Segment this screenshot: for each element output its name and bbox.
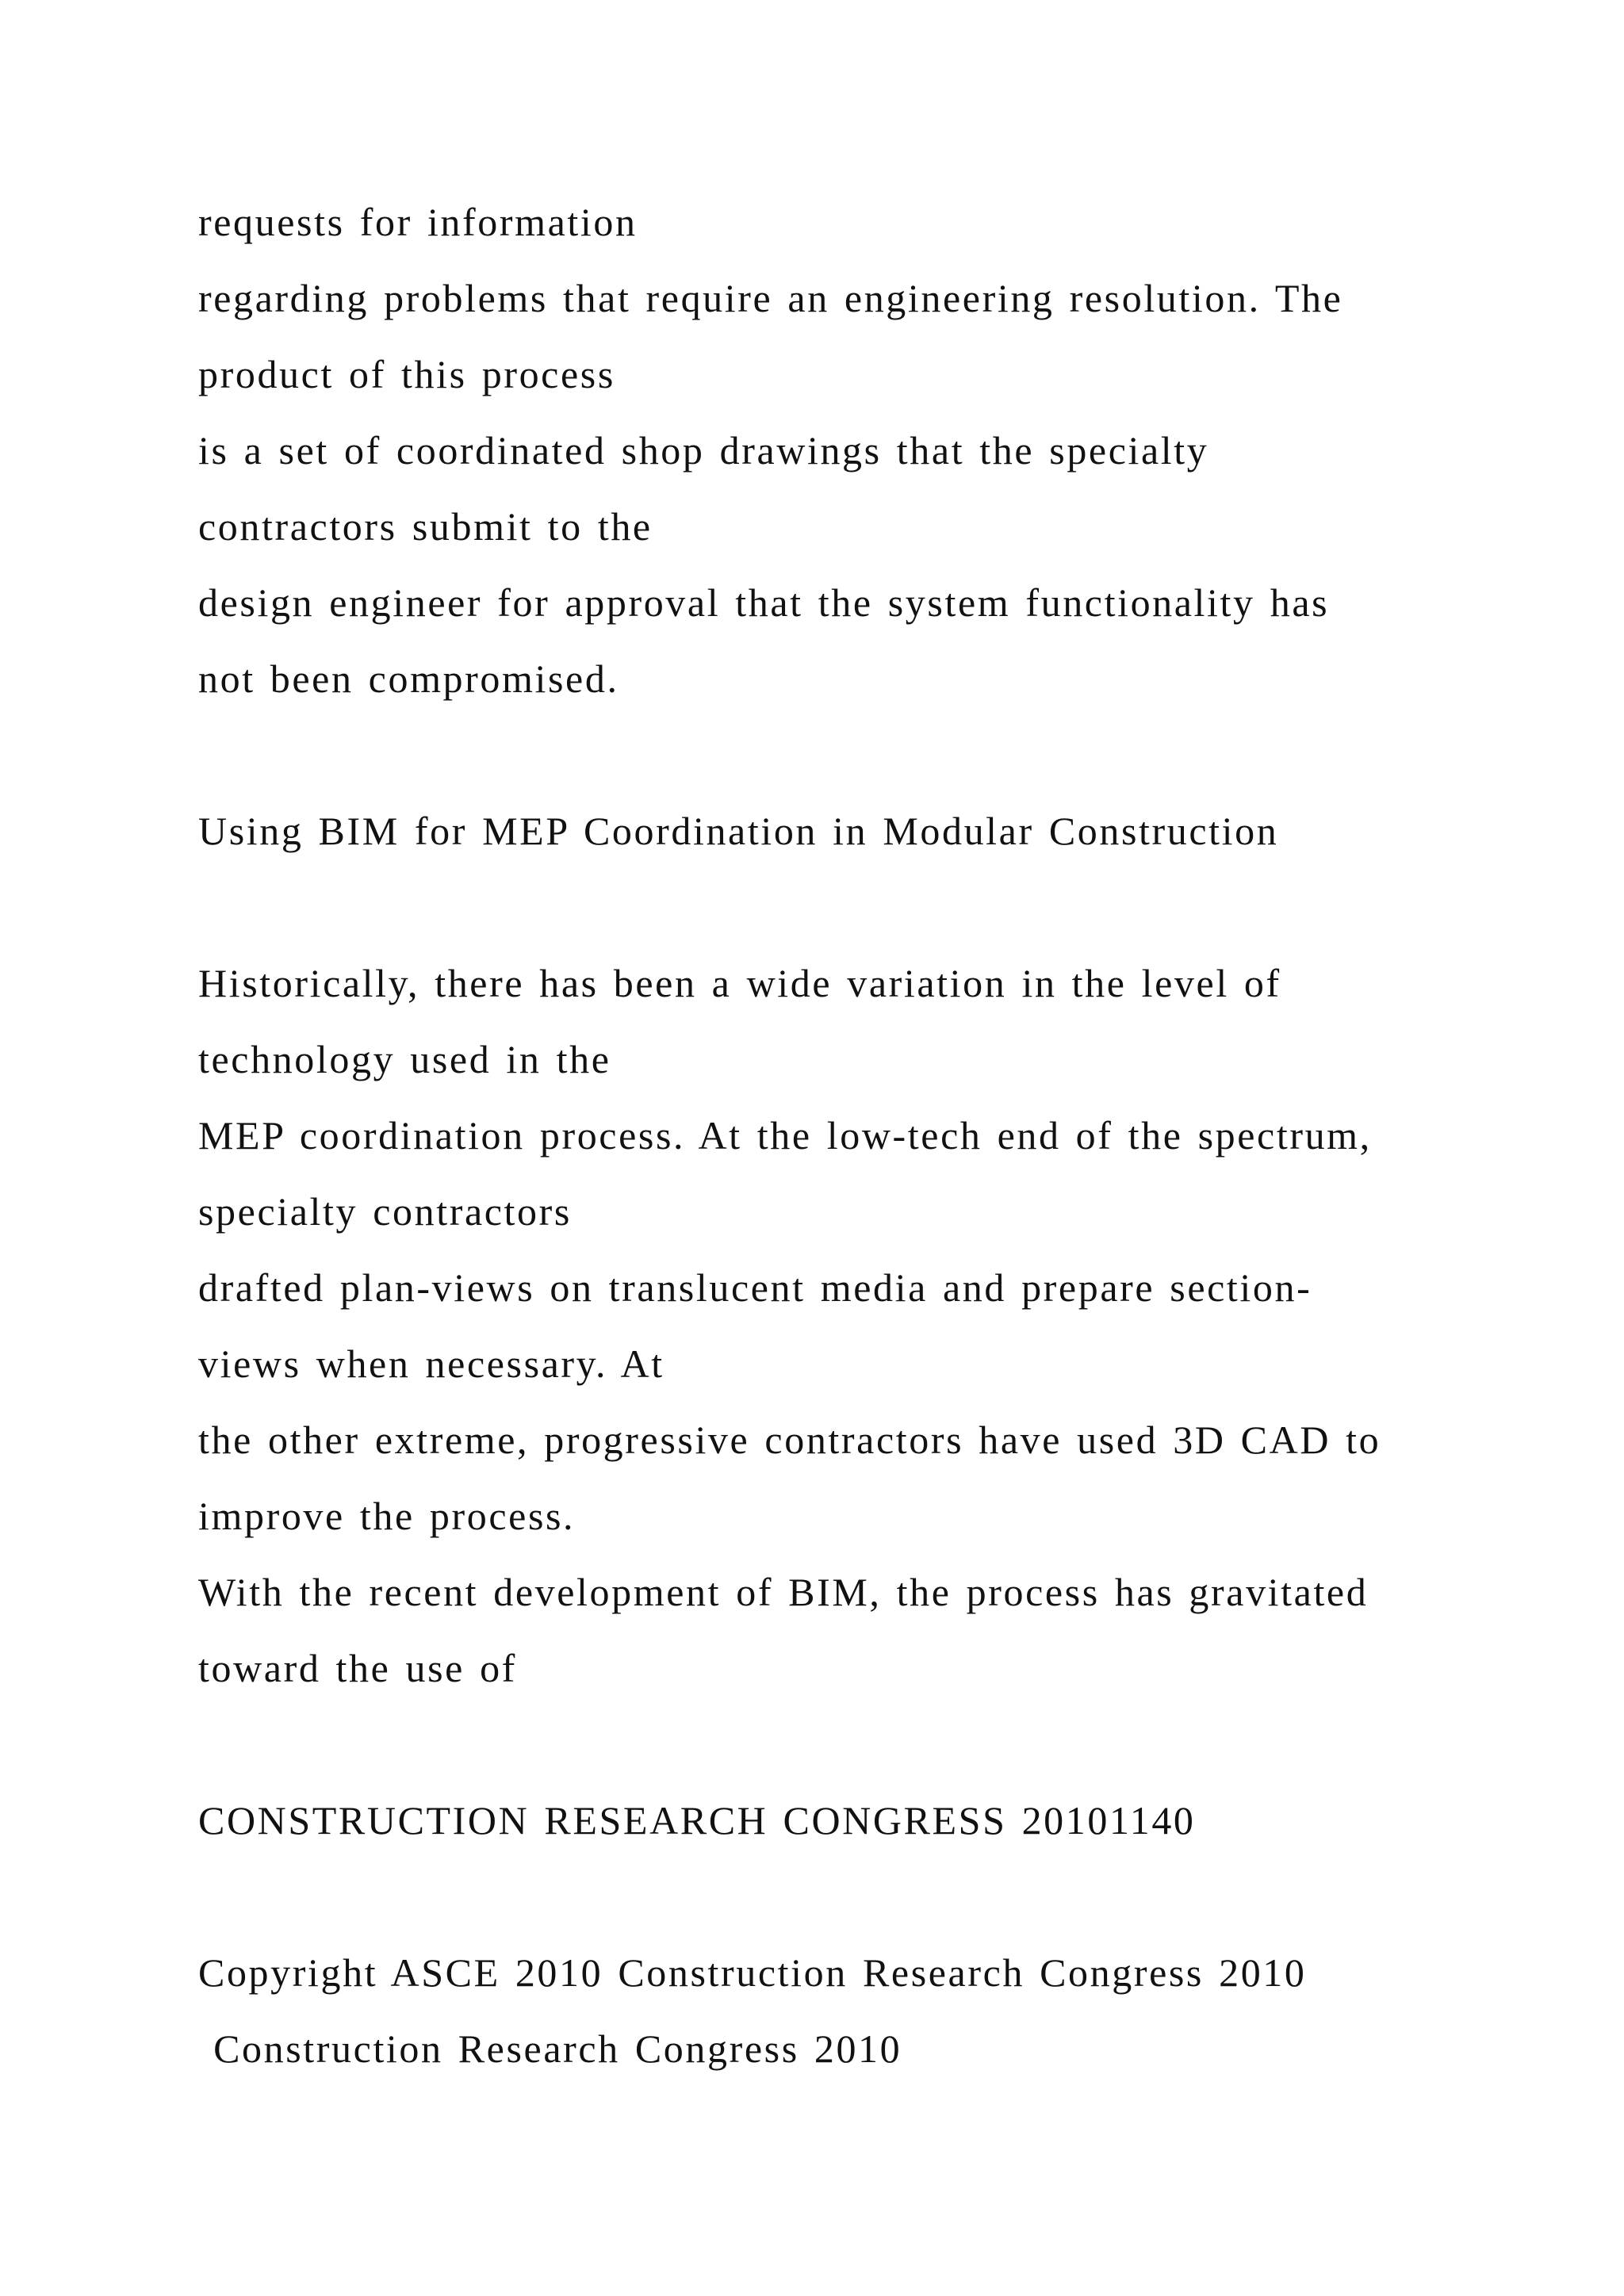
running-footer: CONSTRUCTION RESEARCH CONGRESS 20101140 [198, 1798, 1196, 1843]
body-text-line: not been compromised. [198, 656, 619, 701]
body-text-line: the other extreme, progressive contractors have used 3D CAD to [198, 1418, 1381, 1462]
body-text-line: improve the process. [198, 1494, 576, 1538]
body-text-line: is a set of coordinated shop drawings that the specialty [198, 428, 1209, 473]
body-text-line: technology used in the [198, 1037, 611, 1081]
body-text-line: Historically, there has been a wide variation in the level of [198, 961, 1281, 1005]
copyright-line: Construction Research Congress 2010 [198, 2026, 902, 2071]
body-text-line: With the recent development of BIM, the process has gravitated [198, 1570, 1369, 1614]
body-text-line: specialty contractors [198, 1189, 572, 1234]
copyright-line: Copyright ASCE 2010 Construction Research Congress 2010 [198, 1950, 1307, 1995]
body-text-line: contractors submit to the [198, 504, 653, 549]
body-text-line: toward the use of [198, 1646, 517, 1690]
body-text-line: views when necessary. At [198, 1341, 665, 1386]
body-text-line: product of this process [198, 352, 615, 396]
body-text-line: MEP coordination process. At the low-tech end of the spectrum, [198, 1113, 1372, 1158]
body-text-line: drafted plan-views on translucent media and prepare section- [198, 1265, 1312, 1310]
body-text-line: requests for information [198, 200, 638, 244]
section-heading: Using BIM for MEP Coordination in Modular Construction [198, 809, 1279, 853]
body-text-line: design engineer for approval that the system functionality has [198, 580, 1330, 625]
body-text-line: regarding problems that require an engineering resolution. The [198, 276, 1343, 320]
